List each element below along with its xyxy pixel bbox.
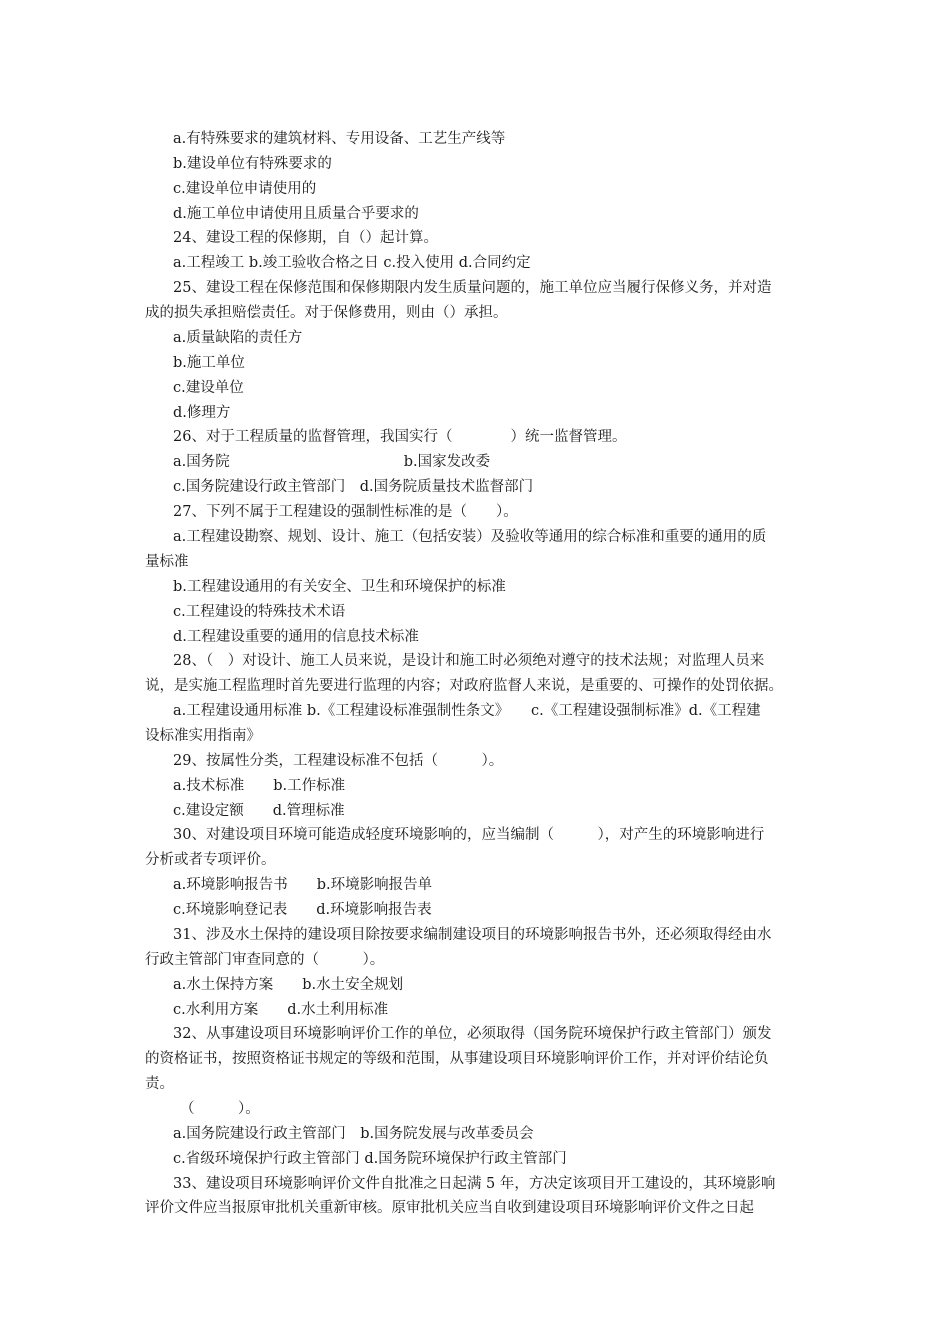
option-line: a.国务院 b.国家发改委 — [173, 454, 491, 470]
option-line: c.国务院建设行政主管部门 d.国务院质量技术监督部门 — [173, 479, 534, 495]
question-33: 33、建设项目环境影响评价文件自批准之日起满 5 年，方决定该项目开工建设的，其环境影响 — [173, 1176, 776, 1192]
question-26: 26、对于工程质量的监督管理，我国实行（ ）统一监督管理。 — [173, 429, 627, 445]
question-32-cont: 责。 — [145, 1076, 174, 1092]
option-line-cont: 量标准 — [145, 554, 189, 570]
option-line: b.施工单位 — [173, 355, 245, 371]
question-31: 31、涉及水土保持的建设项目除按要求编制建设项目的环境影响报告书外，还必须取得经由水 — [173, 927, 772, 943]
question-31-cont: 行政主管部门审查同意的（ ）。 — [145, 952, 385, 968]
option-line-cont: 设标准实用指南》 — [145, 728, 261, 744]
option-line: d.修理方 — [173, 405, 231, 421]
option-line: c.建设单位 — [173, 380, 244, 396]
question-33-cont: 评价文件应当报原审批机关重新审核。原审批机关应当自收到建设项目环境影响评价文件之日起 — [145, 1200, 754, 1216]
option-line: c.省级环境保护行政主管部门 d.国务院环境保护行政主管部门 — [173, 1151, 567, 1167]
option-line: a.有特殊要求的建筑材料、专用设备、工艺生产线等 — [173, 131, 506, 147]
question-30-cont: 分析或者专项评价。 — [145, 852, 276, 868]
option-line: b.建设单位有特殊要求的 — [173, 156, 332, 172]
option-line: a.质量缺陷的责任方 — [173, 330, 303, 346]
question-28-cont: 说，是实施工程监理时首先要进行监理的内容；对政府监督人来说，是重要的、可操作的处罚依据。 — [145, 678, 783, 694]
option-line: a.环境影响报告书 b.环境影响报告单 — [173, 877, 433, 893]
option-line: a.工程建设勘察、规划、设计、施工（包括安装）及验收等通用的综合标准和重要的通用的质 — [173, 529, 767, 545]
option-line: c.水利用方案 d.水土利用标准 — [173, 1002, 389, 1018]
option-line: c.工程建设的特殊技术术语 — [173, 604, 346, 620]
option-line: c.建设单位申请使用的 — [173, 181, 317, 197]
question-27: 27、下列不属于工程建设的强制性标准的是（ ）。 — [173, 504, 518, 520]
option-line: a.工程竣工 b.竣工验收合格之日 c.投入使用 d.合同约定 — [173, 255, 531, 271]
option-line: a.水土保持方案 b.水土安全规划 — [173, 977, 404, 993]
question-30: 30、对建设项目环境可能造成轻度环境影响的，应当编制（ ），对产生的环境影响进行 — [173, 827, 765, 843]
question-25-cont: 成的损失承担赔偿责任。对于保修费用，则由（）承担。 — [145, 305, 508, 321]
question-29: 29、按属性分类，工程建设标准不包括（ ）。 — [173, 753, 504, 769]
question-32-cont: 的资格证书，按照资格证书规定的等级和范围，从事建设项目环境影响评价工作，并对评价结论负 — [145, 1051, 769, 1067]
question-24: 24、建设工程的保修期，自（）起计算。 — [173, 230, 438, 246]
option-line: c.环境影响登记表 d.环境影响报告表 — [173, 902, 432, 918]
option-line: d.施工单位申请使用且质量合乎要求的 — [173, 206, 419, 222]
question-32: 32、从事建设项目环境影响评价工作的单位，必须取得（国务院环境保护行政主管部门）颁发 — [173, 1026, 772, 1042]
option-line: d.工程建设重要的通用的信息技术标准 — [173, 629, 419, 645]
answer-blank: （ ）。 — [180, 1101, 260, 1117]
question-25: 25、建设工程在保修范围和保修期限内发生质量问题的，施工单位应当履行保修义务，并对造 — [173, 280, 772, 296]
question-28: 28、（ ）对设计、施工人员来说，是设计和施工时必须绝对遵守的技术法规；对监理人员来 — [173, 653, 765, 669]
option-line: a.技术标准 b.工作标准 — [173, 778, 346, 794]
option-line: c.建设定额 d.管理标准 — [173, 803, 345, 819]
option-line: a.国务院建设行政主管部门 b.国务院发展与改革委员会 — [173, 1126, 534, 1142]
option-line: b.工程建设通用的有关安全、卫生和环境保护的标准 — [173, 579, 506, 595]
option-line: a.工程建设通用标准 b.《工程建设标准强制性条文》 c.《工程建设强制标准》d.《工程建 — [173, 703, 761, 719]
